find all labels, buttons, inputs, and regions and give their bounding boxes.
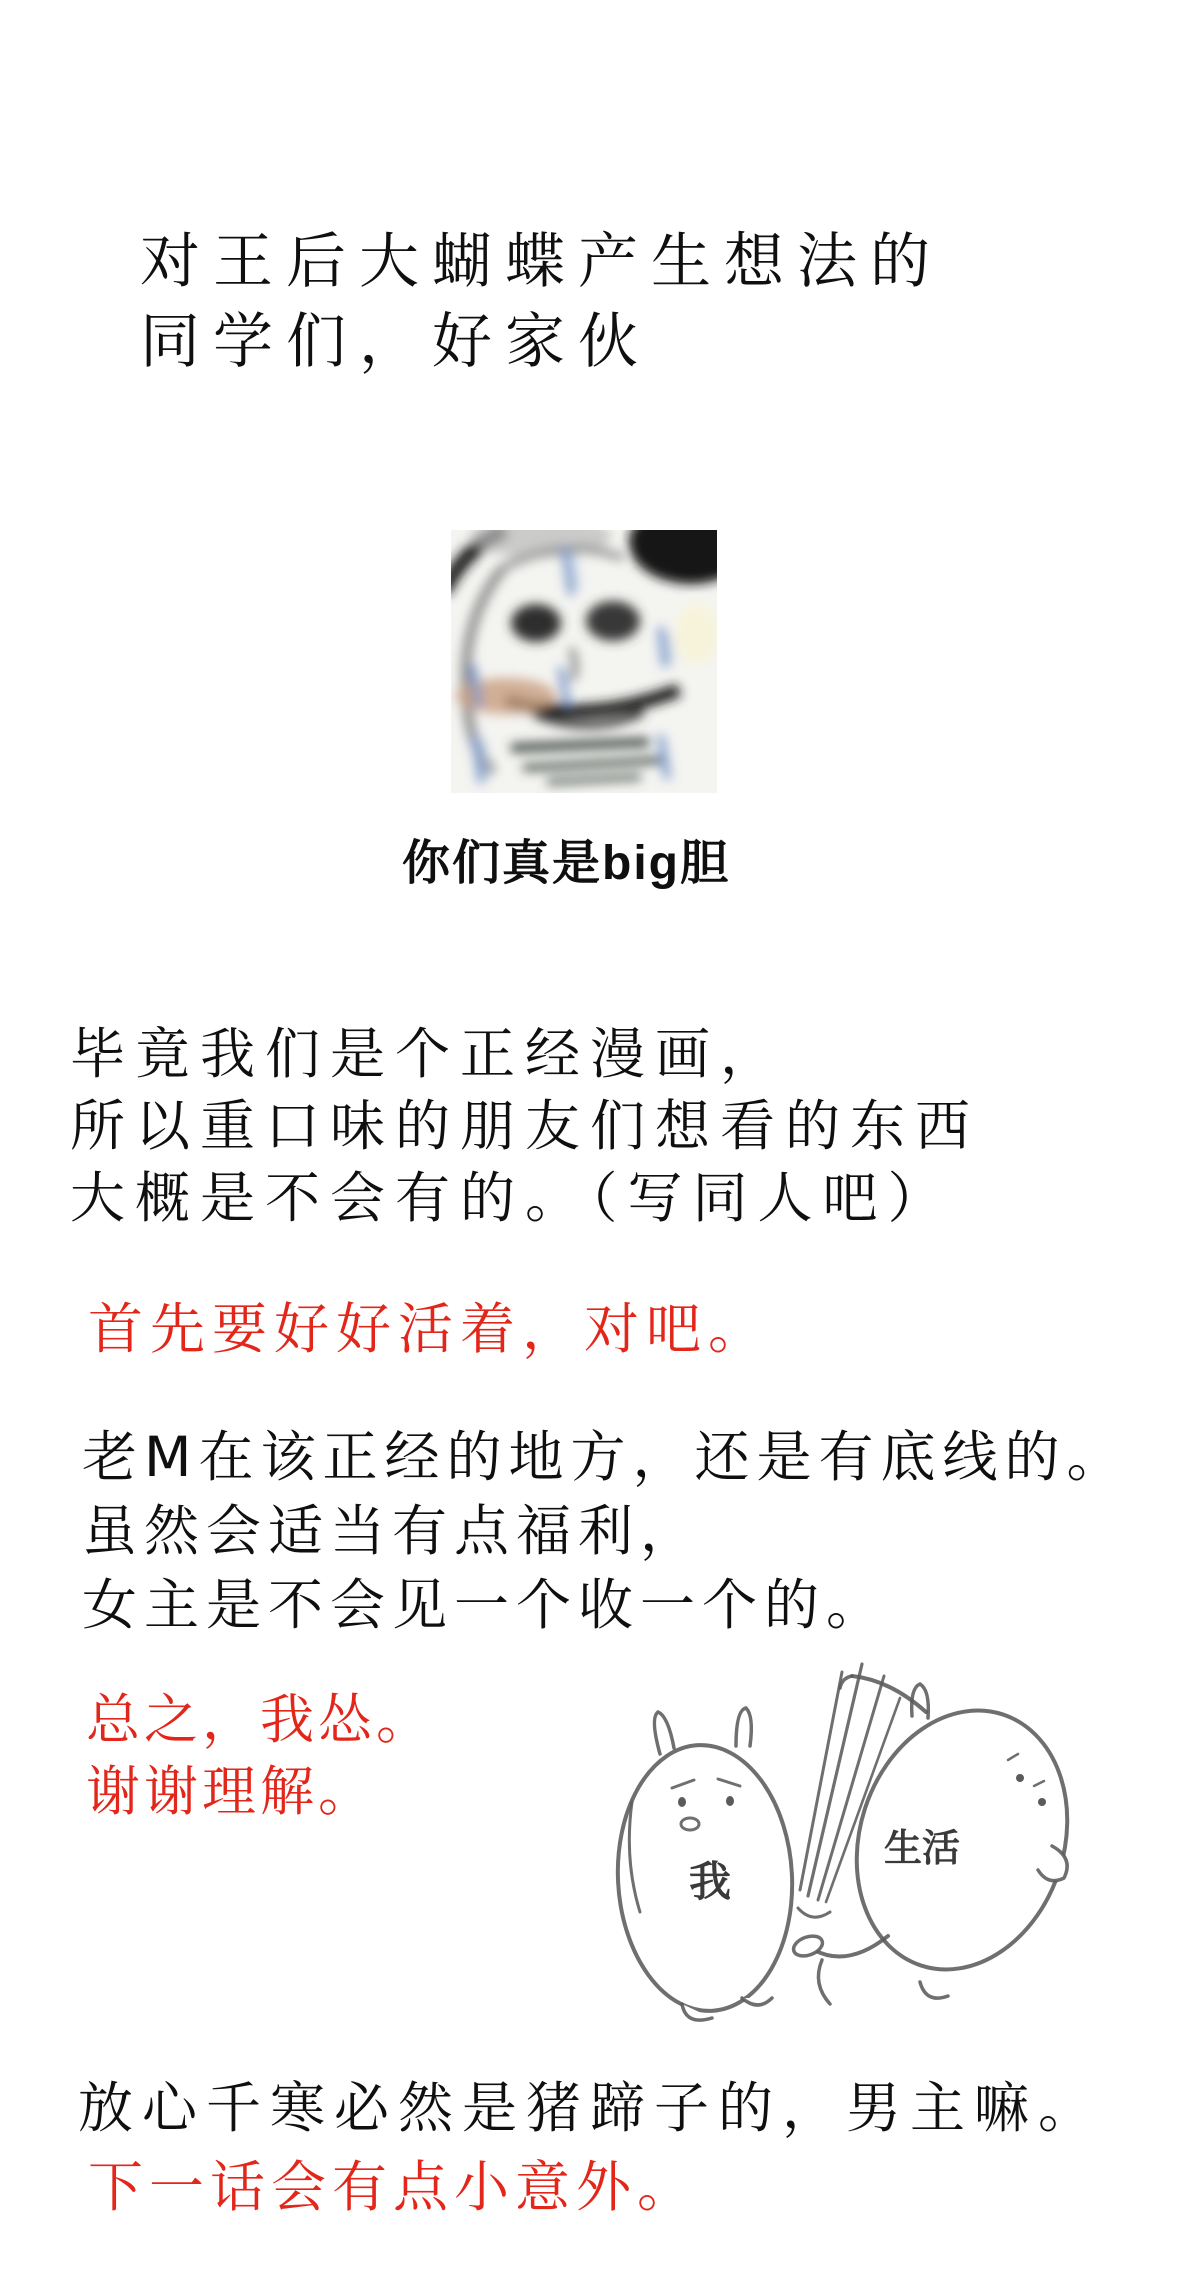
paragraph2-line2: 虽然会适当有点福利， [82, 1499, 703, 1563]
paragraph1-line1: 毕竟我们是个正经漫画， [70, 1022, 786, 1086]
paragraph2-line1: 老M在该正经的地方，还是有底线的。 [82, 1425, 1129, 1489]
paragraph1-line3: 大概是不会有的。（写同人吧） [70, 1166, 953, 1230]
intro-line-1: 对王后大蝴蝶产生想法的 [140, 227, 943, 297]
paragraph2-line3: 女主是不会见一个收一个的。 [82, 1573, 889, 1637]
intro-line-2: 同学们，好家伙 [140, 307, 651, 377]
red-note-live-well: 首先要好好活着，对吧。 [88, 1297, 771, 1361]
intro-note [140, 222, 943, 382]
outro-line-black: 放心千寒必然是猪蹄子的，男主嘛。 [78, 2076, 1103, 2140]
meme-caption: 你们真是big胆 [402, 837, 730, 890]
crying-meme-image [451, 530, 717, 793]
red-note-sorry [86, 1684, 434, 1828]
illustration-label-life: 生活 [883, 1826, 961, 1870]
crying-meme-face-drawing [451, 530, 717, 793]
me-vs-life-illustration [590, 1650, 1080, 2050]
paragraph-serious-comic [70, 1018, 980, 1234]
red-note2-line2: 谢谢理解。 [86, 1760, 376, 1823]
outro-line-red: 下一话会有点小意外。 [88, 2155, 699, 2219]
paragraph1-line2: 所以重口味的朋友们想看的东西 [70, 1094, 981, 1158]
red-note2-line1: 总之，我怂。 [86, 1688, 434, 1751]
paragraph-bottom-line [82, 1420, 1128, 1642]
illustration-label-me: 我 [688, 1857, 732, 1906]
